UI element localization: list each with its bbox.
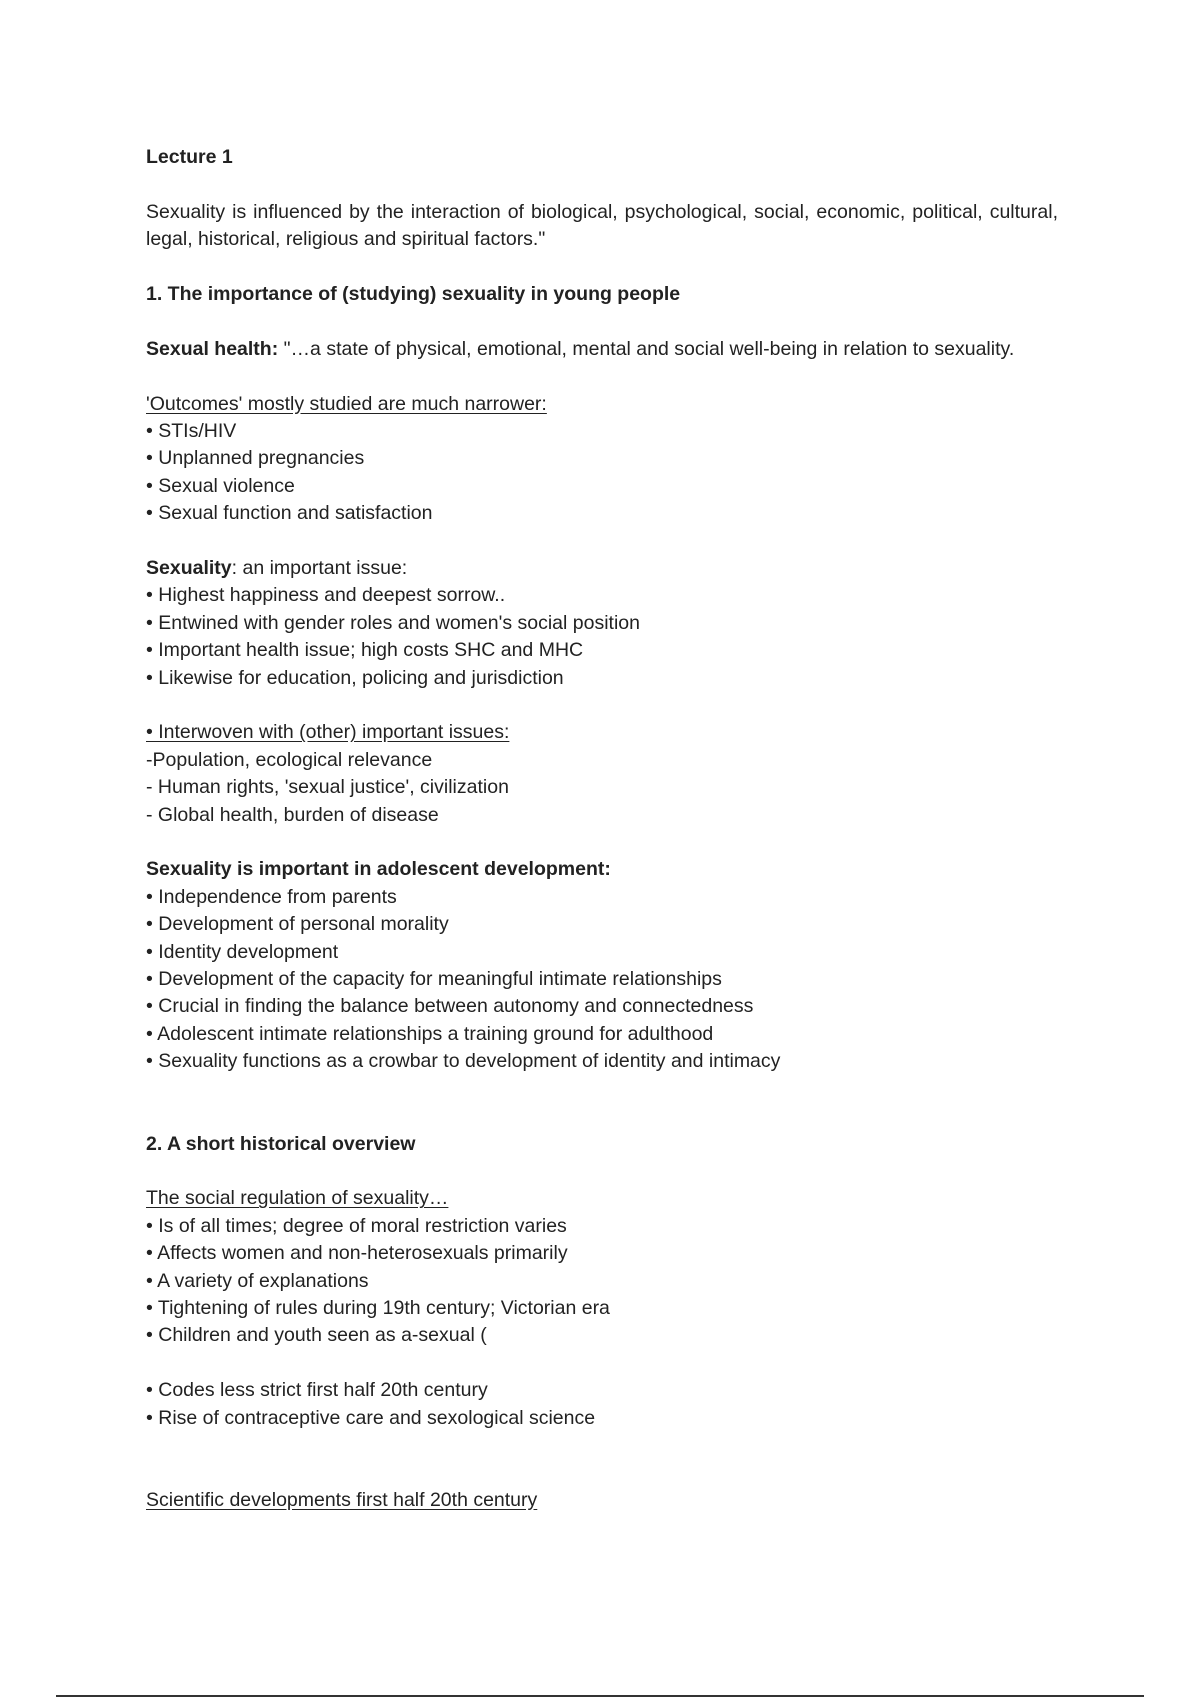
outcomes-heading: 'Outcomes' mostly studied are much narrower: [146,392,547,415]
list-item-regulation: • Children and youth seen as a-sexual ( [146,1324,487,1347]
interwoven-heading: • Interwoven with (other) important issues: [146,721,510,744]
adolescent-heading: Sexuality is important in adolescent development: [146,858,611,881]
list-item-adolescent: • Crucial in finding the balance between autonomy and connectedness [146,995,754,1018]
list-item-regulation: • Affects women and non-heterosexuals primarily [146,1242,568,1265]
list-item-outcome: • STIs/HIV [146,420,237,442]
list-item-adolescent: • Sexuality functions as a crowbar to development of identity and intimacy [146,1050,781,1073]
sexual-health-definition [146,336,1058,363]
scientific-developments-heading: Scientific developments first half 20th century [146,1488,538,1511]
list-item-outcome: • Sexual violence [146,474,295,497]
sexual-health-text: "…a state of physical, emotional, mental and social well-being in relation to sexuality. [278,337,1015,360]
list-item-adolescent: • Adolescent intimate relationships a training ground for adulthood [146,1022,714,1045]
intro-paragraph: Sexuality is influenced by the interaction of biological, psychological, social, economic, political, cultural, legal, historical, religious and spiritual factors." [146,200,1058,251]
list-item-outcome: • Unplanned pregnancies [146,447,365,470]
list-item-outcome: • Sexual function and satisfaction [146,502,433,525]
list-item-sexuality: • Entwined with gender roles and women's social position [146,611,640,634]
page-bottom-rule [56,1695,1144,1697]
sexuality-label: Sexuality [146,557,232,580]
document-body [146,144,1058,1514]
list-item-interwoven: -Population, ecological relevance [146,748,433,771]
list-item-sexuality: • Important health issue; high costs SHC and MHC [146,639,584,662]
list-item-adolescent: • Independence from parents [146,885,397,908]
section-1-heading: 1. The importance of (studying) sexuality in young people [146,283,681,305]
list-item-regulation: • Tightening of rules during 19th century; Victorian era [146,1296,610,1319]
list-item-regulation: • A variety of explanations [146,1269,369,1292]
list-item-adolescent: • Identity development [146,940,339,963]
sexuality-issue-text: : an important issue: [231,557,408,580]
section-2-heading: 2. A short historical overview [146,1132,416,1155]
list-item-interwoven: - Human rights, 'sexual justice', civilization [146,776,509,799]
lecture-title: Lecture 1 [146,146,233,168]
list-item-adolescent: • Development of personal morality [146,913,449,936]
list-item-codes: • Rise of contraceptive care and sexological science [146,1406,596,1429]
sexual-health-label: Sexual health: [146,337,279,360]
list-item-sexuality: • Highest happiness and deepest sorrow.. [146,584,506,607]
sexuality-issue-heading [146,555,1058,582]
list-item-codes: • Codes less strict first half 20th century [146,1379,488,1402]
list-item-sexuality: • Likewise for education, policing and jurisdiction [146,666,564,689]
regulation-heading: The social regulation of sexuality… [146,1187,449,1210]
list-item-regulation: • Is of all times; degree of moral restriction varies [146,1214,567,1237]
list-item-adolescent: • Development of the capacity for meaningful intimate relationships [146,968,722,991]
list-item-interwoven: - Global health, burden of disease [146,803,439,826]
